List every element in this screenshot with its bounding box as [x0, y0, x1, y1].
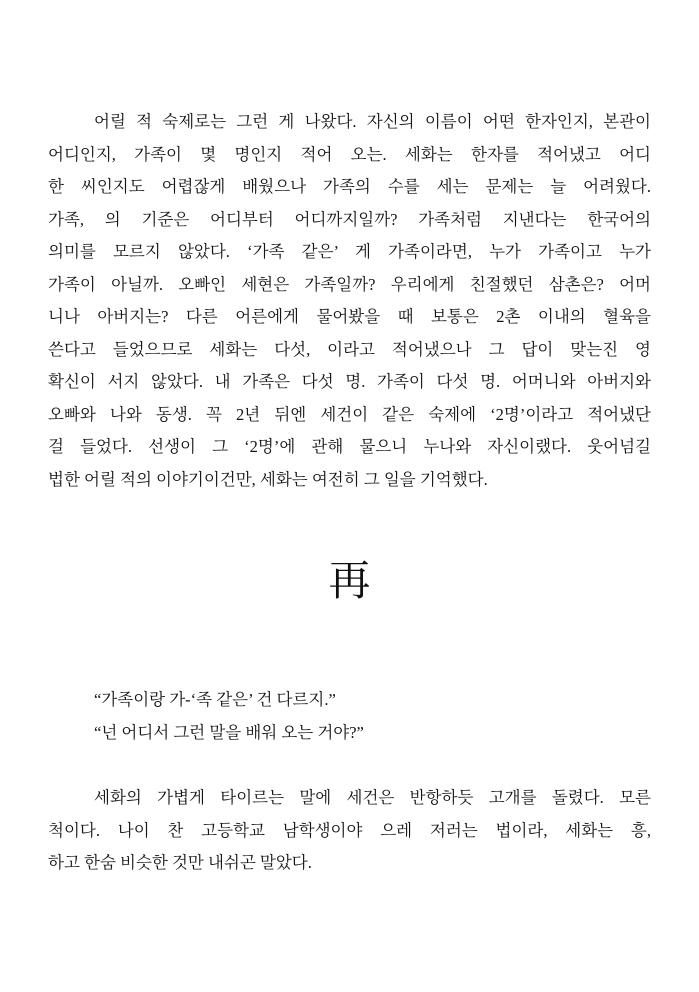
text-line: 의미를 모르지 않았다. ‘가족 같은’ 게 가족이라면, 누가 가족이고 누가: [48, 242, 651, 261]
text-line: 어릴 적 숙제로는 그런 게 나왔다. 자신의 이름이 어떤 한자인지, 본관이: [94, 112, 651, 131]
paragraph-2: [48, 782, 651, 880]
text-line: 가족이 아닐까. 오빠인 세현은 가족일까? 우리에게 친절했던 삼촌은? 어머: [48, 274, 651, 294]
text-line: 확신이 서지 않았다. 내 가족은 다섯 명. 가족이 다섯 명. 어머니와 아버지와: [48, 372, 651, 391]
text-line: 세화의 가볍게 타이르는 말에 세건은 반항하듯 고개를 돌렸다. 모른: [94, 788, 651, 807]
dialogue-line: “넌 어디서 그런 말을 배워 오는 거야?”: [94, 722, 364, 742]
text-line: 하고 한숨 비슷한 것만 내쉬곤 말았다.: [48, 853, 312, 872]
text-line: 니나 아버지는? 다른 어른에게 물어봤을 때 보통은 2촌 이내의 혈육을: [48, 307, 651, 326]
text-line: 척이다. 나이 찬 고등학교 남학생이야 으레 저러는 법이라, 세화는 흥,: [48, 820, 651, 840]
dialogue-block: [48, 684, 651, 749]
dialogue-line: “가족이랑 가-‘족 같은’ 건 다르지.”: [94, 690, 336, 709]
text-line: 한 씨인지도 어렵잖게 배웠으나 가족의 수를 세는 문제는 늘 어려웠다.: [48, 177, 651, 196]
text-line: 가족, 의 기준은 어디부터 어디까지일까? 가족처럼 지낸다는 한국어의: [48, 209, 651, 229]
text-line: 걸 들었다. 선생이 그 ‘2명’에 관해 물으니 누나와 자신이랬다. 웃어넘길: [48, 437, 651, 456]
text-line: 어디인지, 가족이 몇 명인지 적어 오는. 세화는 한자를 적어냈고 어디: [48, 144, 651, 164]
section-divider-hanja: 再: [328, 559, 371, 605]
text-line: 오빠와 나와 동생. 꼭 2년 뒤엔 세건이 같은 숙제에 ‘2명’이라고 적어냈단: [48, 404, 651, 424]
text-line: 쓴다고 들었으므로 세화는 다섯, 이라고 적어냈으나 그 답이 맞는진 영: [48, 339, 651, 359]
paragraph-1: [48, 106, 651, 496]
text-line: 법한 어릴 적의 이야기이건만, 세화는 여전히 그 일을 기억했다.: [48, 469, 488, 489]
